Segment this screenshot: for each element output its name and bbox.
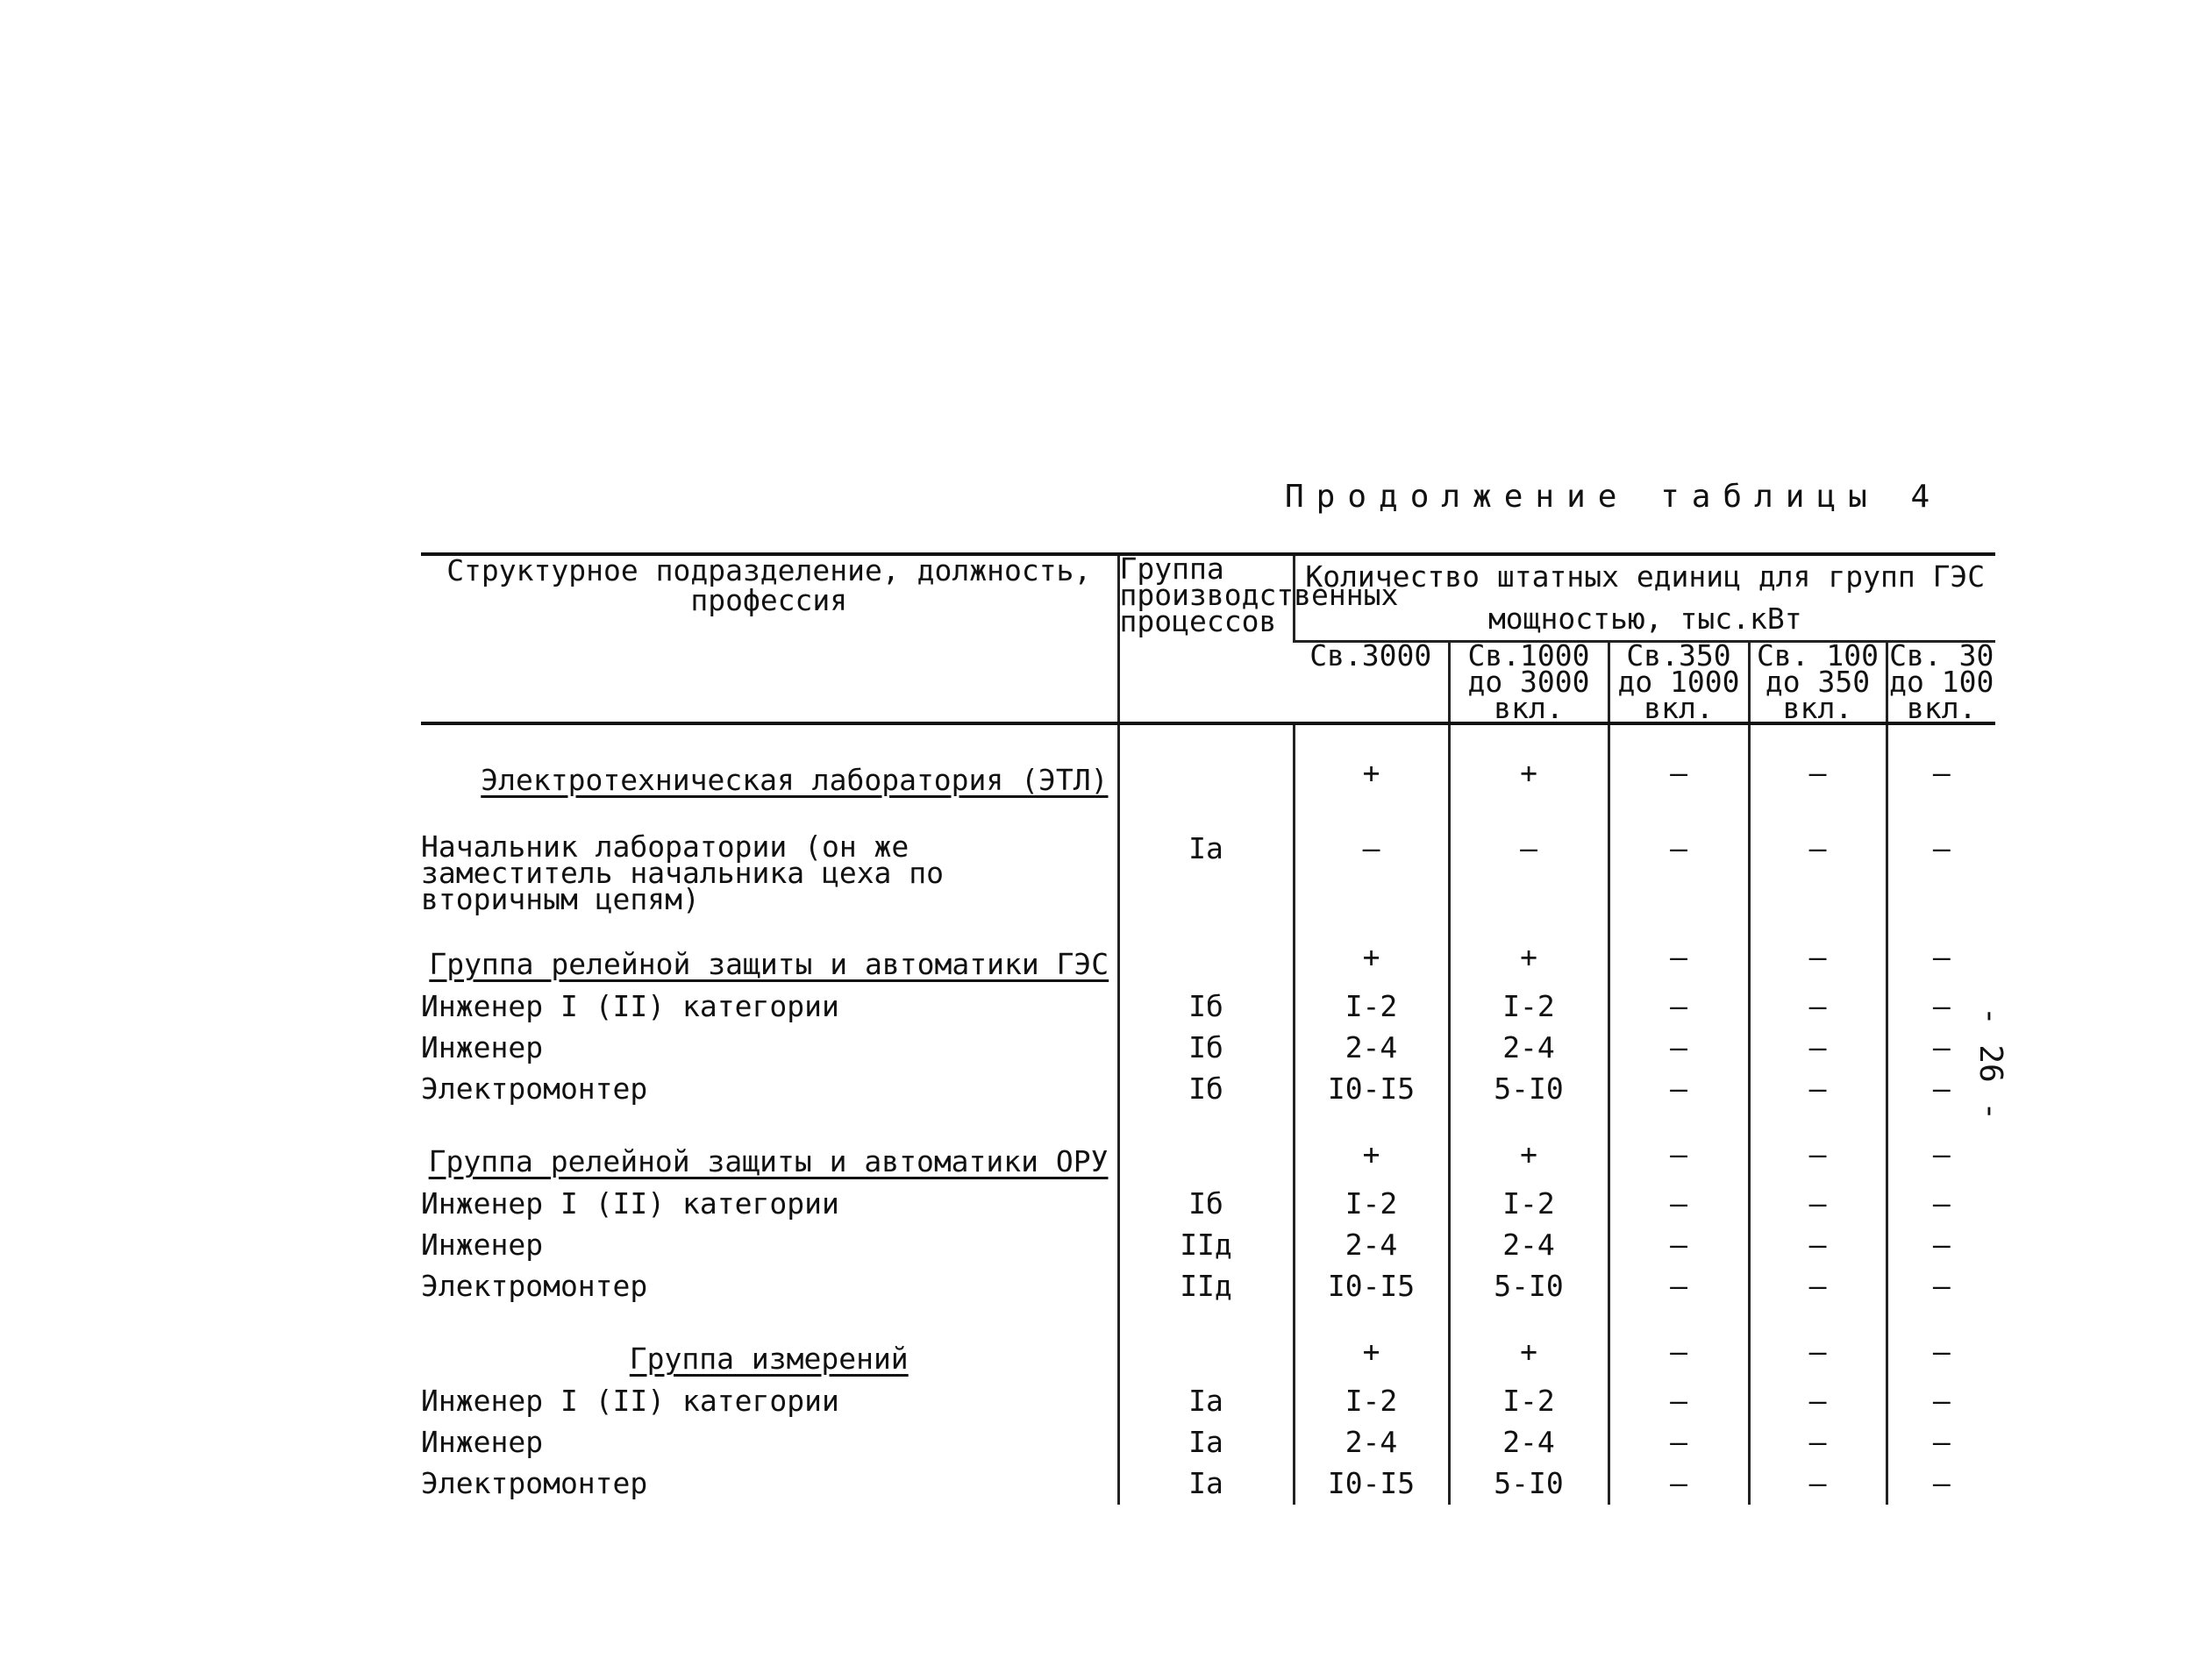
header-quantity: Количество штатных единиц для групп ГЭС мощностью, тыс.кВт <box>1294 554 1995 642</box>
process-group: Iб <box>1118 1069 1294 1110</box>
spacer-row <box>421 1110 1995 1136</box>
spacer-cell <box>1749 1307 1887 1334</box>
staff-count: I-2 <box>1294 1184 1449 1225</box>
staff-count: I-2 <box>1449 1381 1609 1422</box>
staff-count: 2-4 <box>1294 1225 1449 1266</box>
process-group: Iб <box>1118 986 1294 1028</box>
table-row <box>421 986 1995 1028</box>
spacer-cell <box>1449 802 1609 829</box>
staff-count: – <box>1749 1422 1887 1463</box>
spacer-cell <box>1609 723 1749 755</box>
spacer-cell <box>421 802 1118 829</box>
spacer-cell <box>1609 1110 1749 1136</box>
staff-count: 5-I0 <box>1449 1069 1609 1110</box>
position-name: Инженер <box>421 1030 544 1064</box>
section-title: Группа измерений <box>629 1342 909 1376</box>
staff-count: – <box>1609 1225 1749 1266</box>
staff-count: – <box>1294 829 1449 913</box>
section-value-cell: + <box>1449 1136 1609 1184</box>
staff-count: – <box>1887 829 1995 913</box>
staff-count: – <box>1887 1225 1995 1266</box>
staff-count: – <box>1887 986 1995 1028</box>
section-value-cell: + <box>1449 1334 1609 1381</box>
table-row <box>421 1028 1995 1069</box>
staff-count: – <box>1749 1184 1887 1225</box>
staff-count: 2-4 <box>1449 1422 1609 1463</box>
staff-count: – <box>1887 1069 1995 1110</box>
table-row <box>421 1184 1995 1225</box>
spacer-cell <box>1118 723 1294 755</box>
staff-count: – <box>1449 829 1609 913</box>
staff-count: I0-I5 <box>1294 1266 1449 1307</box>
process-group: Iа <box>1118 829 1294 913</box>
spacer-cell <box>1294 1110 1449 1136</box>
staff-count: – <box>1609 1422 1749 1463</box>
staff-count: – <box>1609 1381 1749 1422</box>
staff-count: – <box>1609 1463 1749 1505</box>
staff-count: – <box>1609 1028 1749 1069</box>
spacer-cell <box>1887 1110 1995 1136</box>
position-name: Инженер I (II) категории <box>421 989 839 1023</box>
spacer-cell <box>1294 913 1449 939</box>
staff-count: – <box>1749 1266 1887 1307</box>
position-name: Электромонтер <box>421 1466 648 1500</box>
spacer-row <box>421 913 1995 939</box>
staff-count: – <box>1887 1463 1995 1505</box>
section-value-cell: – <box>1749 1136 1887 1184</box>
table-row <box>421 1381 1995 1422</box>
table-row <box>421 1069 1995 1110</box>
staff-count: – <box>1749 1381 1887 1422</box>
staff-count: – <box>1749 1463 1887 1505</box>
spacer-row <box>421 802 1995 829</box>
section-value-cell: – <box>1609 755 1749 802</box>
spacer-cell <box>1749 802 1887 829</box>
header-range: Св.1000 до 3000 вкл. <box>1449 642 1609 724</box>
spacer-cell <box>1609 802 1749 829</box>
staffing-table <box>421 552 1995 1505</box>
section-title-cell <box>421 939 1118 986</box>
table-row <box>421 1225 1995 1266</box>
spacer-cell <box>1449 913 1609 939</box>
staff-count: 5-I0 <box>1449 1266 1609 1307</box>
header-range: Св. 30 до 100 вкл. <box>1887 642 1995 724</box>
position-name: Инженер I (II) категории <box>421 1384 839 1418</box>
header-process-group: Группа производственных процессов <box>1118 554 1294 723</box>
section-title-cell <box>421 1136 1118 1184</box>
section-value-cell: – <box>1887 1334 1995 1381</box>
spacer-cell <box>1118 1307 1294 1334</box>
spacer-cell <box>1887 1307 1995 1334</box>
staff-count: – <box>1749 1028 1887 1069</box>
staff-count: I0-I5 <box>1294 1463 1449 1505</box>
section-value-cell: – <box>1887 1136 1995 1184</box>
spacer-cell <box>1887 913 1995 939</box>
spacer-cell <box>421 1110 1118 1136</box>
spacer-cell <box>1609 1307 1749 1334</box>
staff-count: – <box>1749 829 1887 913</box>
spacer-cell <box>1118 802 1294 829</box>
section-title-cell <box>421 1334 1118 1381</box>
header-range: Св.3000 <box>1294 642 1449 724</box>
section-heading-row <box>421 755 1995 802</box>
process-group: Iб <box>1118 1028 1294 1069</box>
staff-count: 2-4 <box>1449 1225 1609 1266</box>
process-group: Iа <box>1118 1422 1294 1463</box>
staff-count: – <box>1887 1184 1995 1225</box>
spacer-cell <box>421 1307 1118 1334</box>
staff-count: I-2 <box>1294 986 1449 1028</box>
process-group: Iа <box>1118 1463 1294 1505</box>
staff-count: – <box>1749 1225 1887 1266</box>
section-value-cell: + <box>1294 755 1449 802</box>
spacer-cell <box>1887 802 1995 829</box>
spacer-cell <box>1749 723 1887 755</box>
section-value-cell: – <box>1749 1334 1887 1381</box>
staff-count: 2-4 <box>1449 1028 1609 1069</box>
spacer-row <box>421 1307 1995 1334</box>
section-value-cell: – <box>1749 939 1887 986</box>
section-group-cell <box>1118 939 1294 986</box>
section-value-cell: + <box>1449 939 1609 986</box>
page-number: - 26 - <box>1972 1007 2008 1121</box>
staff-count: – <box>1887 1266 1995 1307</box>
section-value-cell: + <box>1294 1136 1449 1184</box>
position-name: Начальник лаборатории (он же заместитель начальника цеха по вторичным цепям) <box>421 829 945 916</box>
table-body <box>421 723 1995 1505</box>
section-group-cell <box>1118 1136 1294 1184</box>
section-value-cell: – <box>1887 939 1995 986</box>
section-value-cell: – <box>1609 939 1749 986</box>
process-group: IIд <box>1118 1225 1294 1266</box>
staff-count: – <box>1749 1069 1887 1110</box>
staff-count: – <box>1887 1028 1995 1069</box>
position-name: Электромонтер <box>421 1269 648 1303</box>
spacer-cell <box>421 723 1118 755</box>
table-row <box>421 1422 1995 1463</box>
section-value-cell: – <box>1609 1334 1749 1381</box>
section-group-cell <box>1118 1334 1294 1381</box>
staff-count: I-2 <box>1449 1184 1609 1225</box>
spacer-cell <box>1118 913 1294 939</box>
staff-count: I0-I5 <box>1294 1069 1449 1110</box>
section-value-cell: + <box>1449 755 1609 802</box>
spacer-cell <box>1749 913 1887 939</box>
spacer-cell <box>1449 1110 1609 1136</box>
spacer-cell <box>1294 802 1449 829</box>
staff-count: I-2 <box>1449 986 1609 1028</box>
section-heading-row <box>421 939 1995 986</box>
position-name: Инженер I (II) категории <box>421 1186 839 1221</box>
table-row <box>421 1463 1995 1505</box>
section-group-cell <box>1118 755 1294 802</box>
spacer-cell <box>1449 723 1609 755</box>
staff-count: – <box>1887 1422 1995 1463</box>
position-name: Инженер <box>421 1425 544 1459</box>
process-group: Iб <box>1118 1184 1294 1225</box>
spacer-cell <box>1118 1110 1294 1136</box>
section-title: Группа релейной защиты и автоматики ГЭС <box>429 947 1109 981</box>
section-value-cell: – <box>1749 755 1887 802</box>
staff-count: – <box>1609 1069 1749 1110</box>
staff-count: – <box>1609 1184 1749 1225</box>
staff-count: 5-I0 <box>1449 1463 1609 1505</box>
staff-count: – <box>1749 986 1887 1028</box>
process-group: IIд <box>1118 1266 1294 1307</box>
position-name: Электромонтер <box>421 1071 648 1106</box>
spacer-cell <box>1609 913 1749 939</box>
section-value-cell: – <box>1887 755 1995 802</box>
header-range: Св. 100 до 350 вкл. <box>1749 642 1887 724</box>
section-value-cell: – <box>1609 1136 1749 1184</box>
process-group: Iа <box>1118 1381 1294 1422</box>
section-title: Группа релейной защиты и автоматики ОРУ <box>428 1144 1109 1178</box>
spacer-cell <box>1294 1307 1449 1334</box>
spacer-cell <box>1449 1307 1609 1334</box>
header-range: Св.350 до 1000 вкл. <box>1609 642 1749 724</box>
staff-count: – <box>1887 1381 1995 1422</box>
section-heading-row <box>421 1334 1995 1381</box>
staff-count: – <box>1609 1266 1749 1307</box>
staff-count: 2-4 <box>1294 1422 1449 1463</box>
position-name: Инженер <box>421 1228 544 1262</box>
spacer-cell <box>421 913 1118 939</box>
staff-count: 2-4 <box>1294 1028 1449 1069</box>
section-heading-row <box>421 1136 1995 1184</box>
section-title: Электротехническая лаборатория (ЭТЛ) <box>481 763 1109 797</box>
spacer-row <box>421 723 1995 755</box>
section-title-cell <box>421 755 1118 802</box>
section-value-cell: + <box>1294 1334 1449 1381</box>
table-caption: Продолжение таблицы 4 <box>1285 479 1943 515</box>
section-value-cell: + <box>1294 939 1449 986</box>
table-row <box>421 829 1995 913</box>
spacer-cell <box>1294 723 1449 755</box>
staff-count: – <box>1609 829 1749 913</box>
header-structure: Структурное подразделение, должность, профессия <box>421 554 1118 723</box>
staff-count: I-2 <box>1294 1381 1449 1422</box>
staff-count: – <box>1609 986 1749 1028</box>
spacer-cell <box>1749 1110 1887 1136</box>
table-row <box>421 1266 1995 1307</box>
spacer-cell <box>1887 723 1995 755</box>
